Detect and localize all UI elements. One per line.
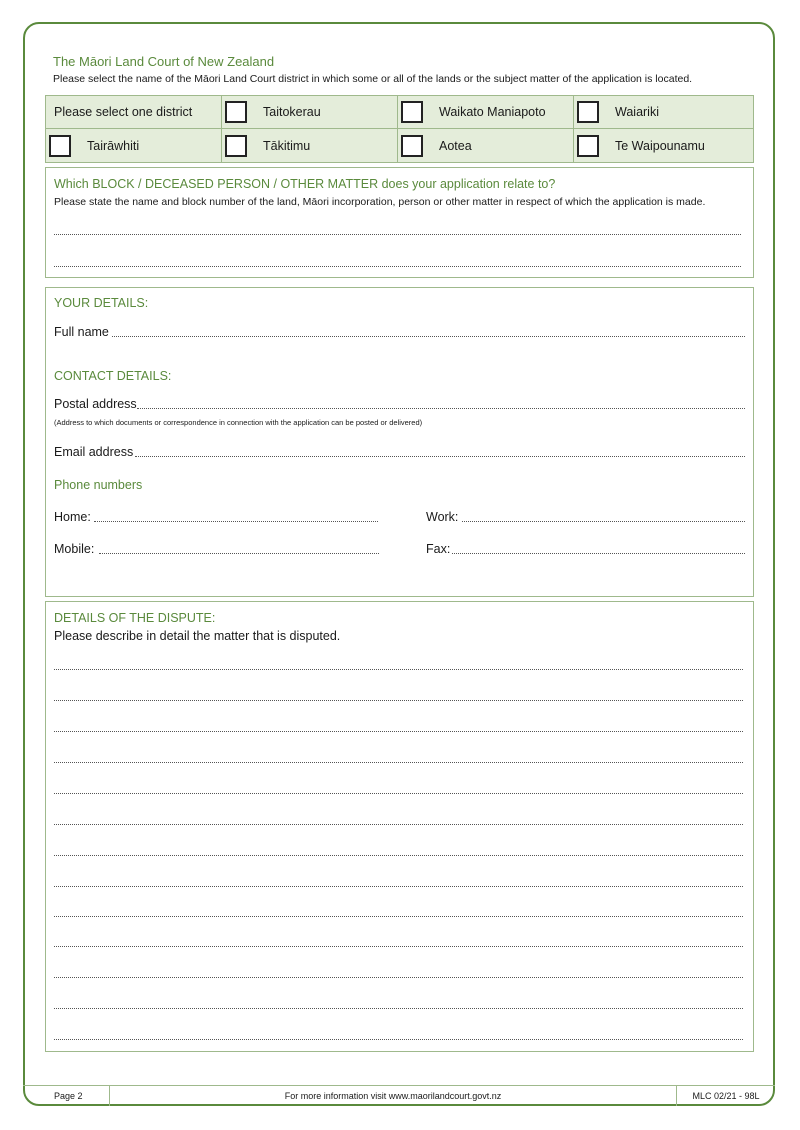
dispute-section [45, 601, 754, 1052]
full-name-label: Full name [54, 325, 109, 339]
dispute-line[interactable] [54, 824, 743, 825]
court-title: The Māori Land Court of New Zealand [53, 54, 275, 69]
page-number: Page 2 [23, 1086, 110, 1106]
checkbox-taitokerau[interactable] [225, 101, 247, 123]
form-code: MLC 02/21 - 98L [676, 1086, 775, 1106]
home-phone-field[interactable] [94, 521, 378, 522]
footer-info: For more information visit www.maorilandcourt.govt.nz [284, 1091, 502, 1101]
email-address-label: Email address [54, 445, 134, 459]
dispute-heading: DETAILS OF THE DISPUTE: [54, 611, 216, 625]
district-option-te-waipounamu[interactable]: Te Waipounamu [574, 129, 753, 162]
district-option-aotea[interactable]: Aotea [398, 129, 574, 162]
dispute-line[interactable] [54, 731, 743, 732]
your-details-section [45, 287, 754, 597]
your-details-heading: YOUR DETAILS: [54, 296, 149, 310]
district-intro: Please select the name of the Māori Land Court district in which some or all of the lands or the subject matter of the application is located. [53, 73, 693, 85]
dispute-instruction: Please describe in detail the matter that is disputed. [54, 629, 341, 643]
phone-numbers-heading: Phone numbers [54, 478, 143, 492]
checkbox-te-waipounamu[interactable] [577, 135, 599, 157]
checkbox-tairawhiti[interactable] [49, 135, 71, 157]
district-option-waikato-maniapoto[interactable]: Waikato Maniapoto [398, 96, 574, 129]
mobile-phone-label: Mobile: [54, 542, 95, 556]
dispute-line[interactable] [54, 762, 743, 763]
block-instruction: Please state the name and block number of the land, Māori incorporation, person or other matter in respect of which the application is made. [54, 196, 706, 208]
checkbox-waiariki[interactable] [577, 101, 599, 123]
dispute-line[interactable] [54, 1008, 743, 1009]
checkbox-aotea[interactable] [401, 135, 423, 157]
postal-address-label: Postal address [54, 397, 137, 411]
home-phone-label: Home: [54, 510, 91, 524]
dispute-line[interactable] [54, 916, 743, 917]
work-phone-label: Work: [426, 510, 459, 524]
dispute-line[interactable] [54, 886, 743, 887]
district-option-waiariki[interactable]: Waiariki [574, 96, 753, 129]
district-option-takitimu[interactable]: Tākitimu [222, 129, 398, 162]
page-footer [23, 1085, 775, 1106]
block-section [45, 167, 754, 278]
district-option-taitokerau[interactable]: Taitokerau [222, 96, 398, 129]
block-line-2[interactable] [54, 266, 741, 267]
postal-address-field[interactable] [137, 408, 745, 409]
district-selector [45, 95, 754, 163]
contact-details-heading: CONTACT DETAILS: [54, 369, 172, 383]
block-line-1[interactable] [54, 234, 741, 235]
fax-label: Fax: [426, 542, 451, 556]
email-address-field[interactable] [135, 456, 745, 457]
dispute-line[interactable] [54, 855, 743, 856]
dispute-line[interactable] [54, 946, 743, 947]
dispute-line[interactable] [54, 1039, 743, 1040]
work-phone-field[interactable] [462, 521, 745, 522]
checkbox-waikato-maniapoto[interactable] [401, 101, 423, 123]
district-prompt: Please select one district [46, 96, 222, 129]
dispute-line[interactable] [54, 669, 743, 670]
mobile-phone-field[interactable] [99, 553, 379, 554]
full-name-field[interactable] [112, 336, 745, 337]
fax-field[interactable] [452, 553, 745, 554]
dispute-line[interactable] [54, 977, 743, 978]
dispute-line[interactable] [54, 700, 743, 701]
checkbox-takitimu[interactable] [225, 135, 247, 157]
block-heading: Which BLOCK / DECEASED PERSON / OTHER MATTER does your application relate to? [54, 177, 556, 191]
postal-address-note: (Address to which documents or correspondence in connection with the application can be posted or delivered) [54, 418, 423, 427]
district-option-tairawhiti[interactable]: Tairāwhiti [46, 129, 222, 162]
dispute-line[interactable] [54, 793, 743, 794]
